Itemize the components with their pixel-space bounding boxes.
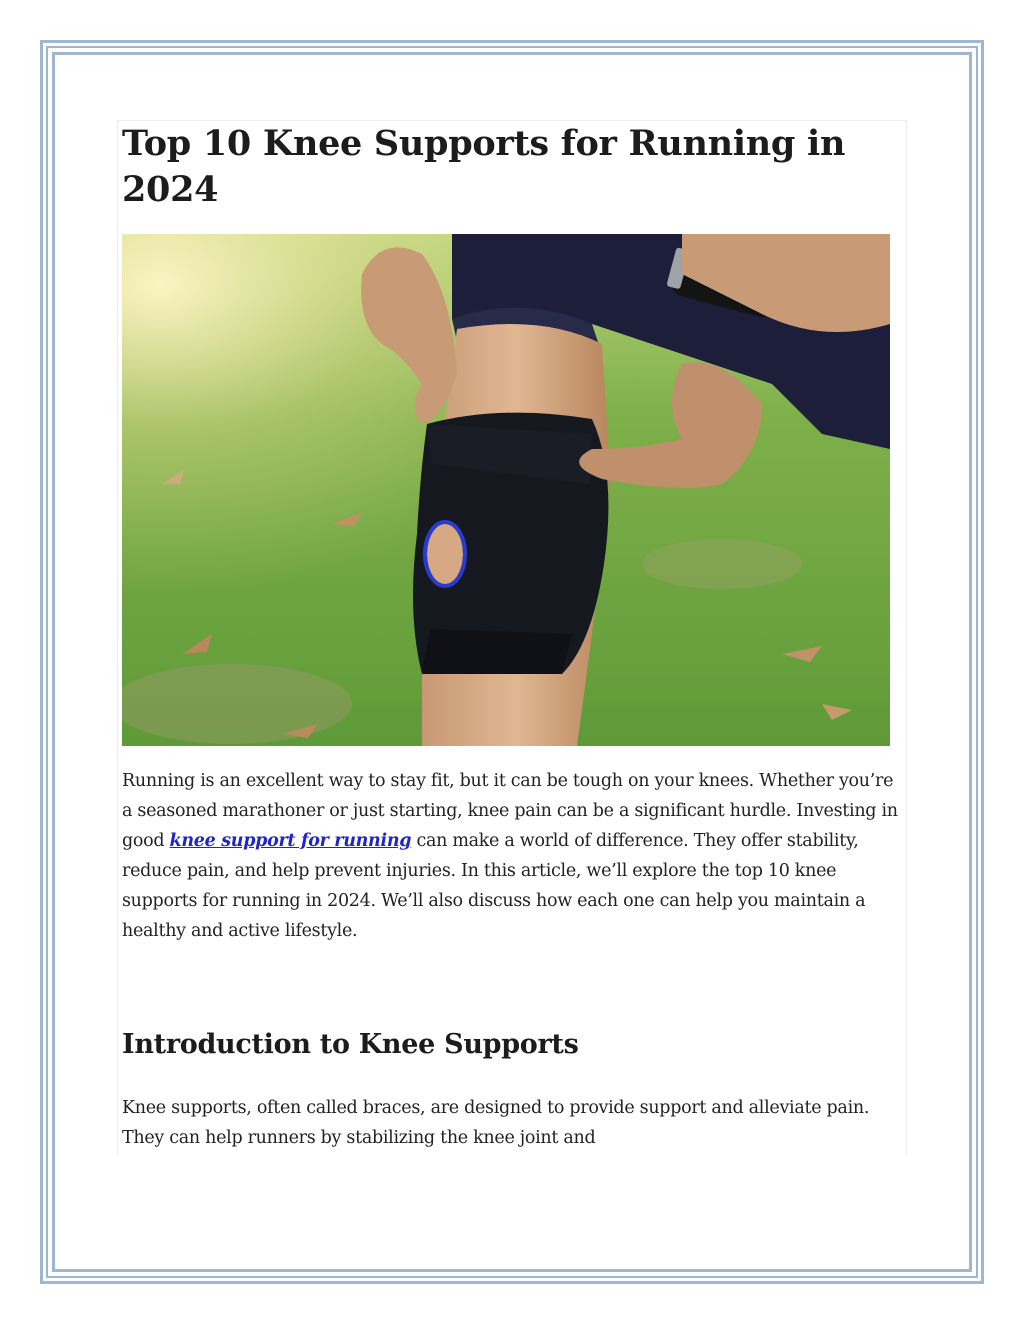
- knee-support-link[interactable]: knee support for running: [169, 831, 412, 851]
- intro-paragraph: [122, 766, 902, 946]
- article-title: Top 10 Knee Supports for Running in 2024: [122, 123, 846, 210]
- intro-text-before-link: Running is an excellent way to stay fit, but it can be tough on your knees. Whether you’re a seasoned marathoner or just starting, knee pain can be a significant hurdle. Investing in good: [122, 771, 898, 851]
- knee-brace-photo: [122, 234, 890, 746]
- article-content: [117, 120, 907, 1155]
- section-paragraph: Knee supports, often called braces, are designed to provide support and alleviate pain. They can help runners by stabilizing the knee joint and: [122, 1098, 870, 1148]
- intro-text-after-link: can make a world of difference. They offer stability, reduce pain, and help prevent injuries. In this article, we’ll explore the top 10 knee supports for running in 2024. We’ll also discuss how each one can help you maintain a healthy and active lifestyle.: [122, 831, 866, 941]
- section-heading: Introduction to Knee Supports: [122, 1029, 579, 1060]
